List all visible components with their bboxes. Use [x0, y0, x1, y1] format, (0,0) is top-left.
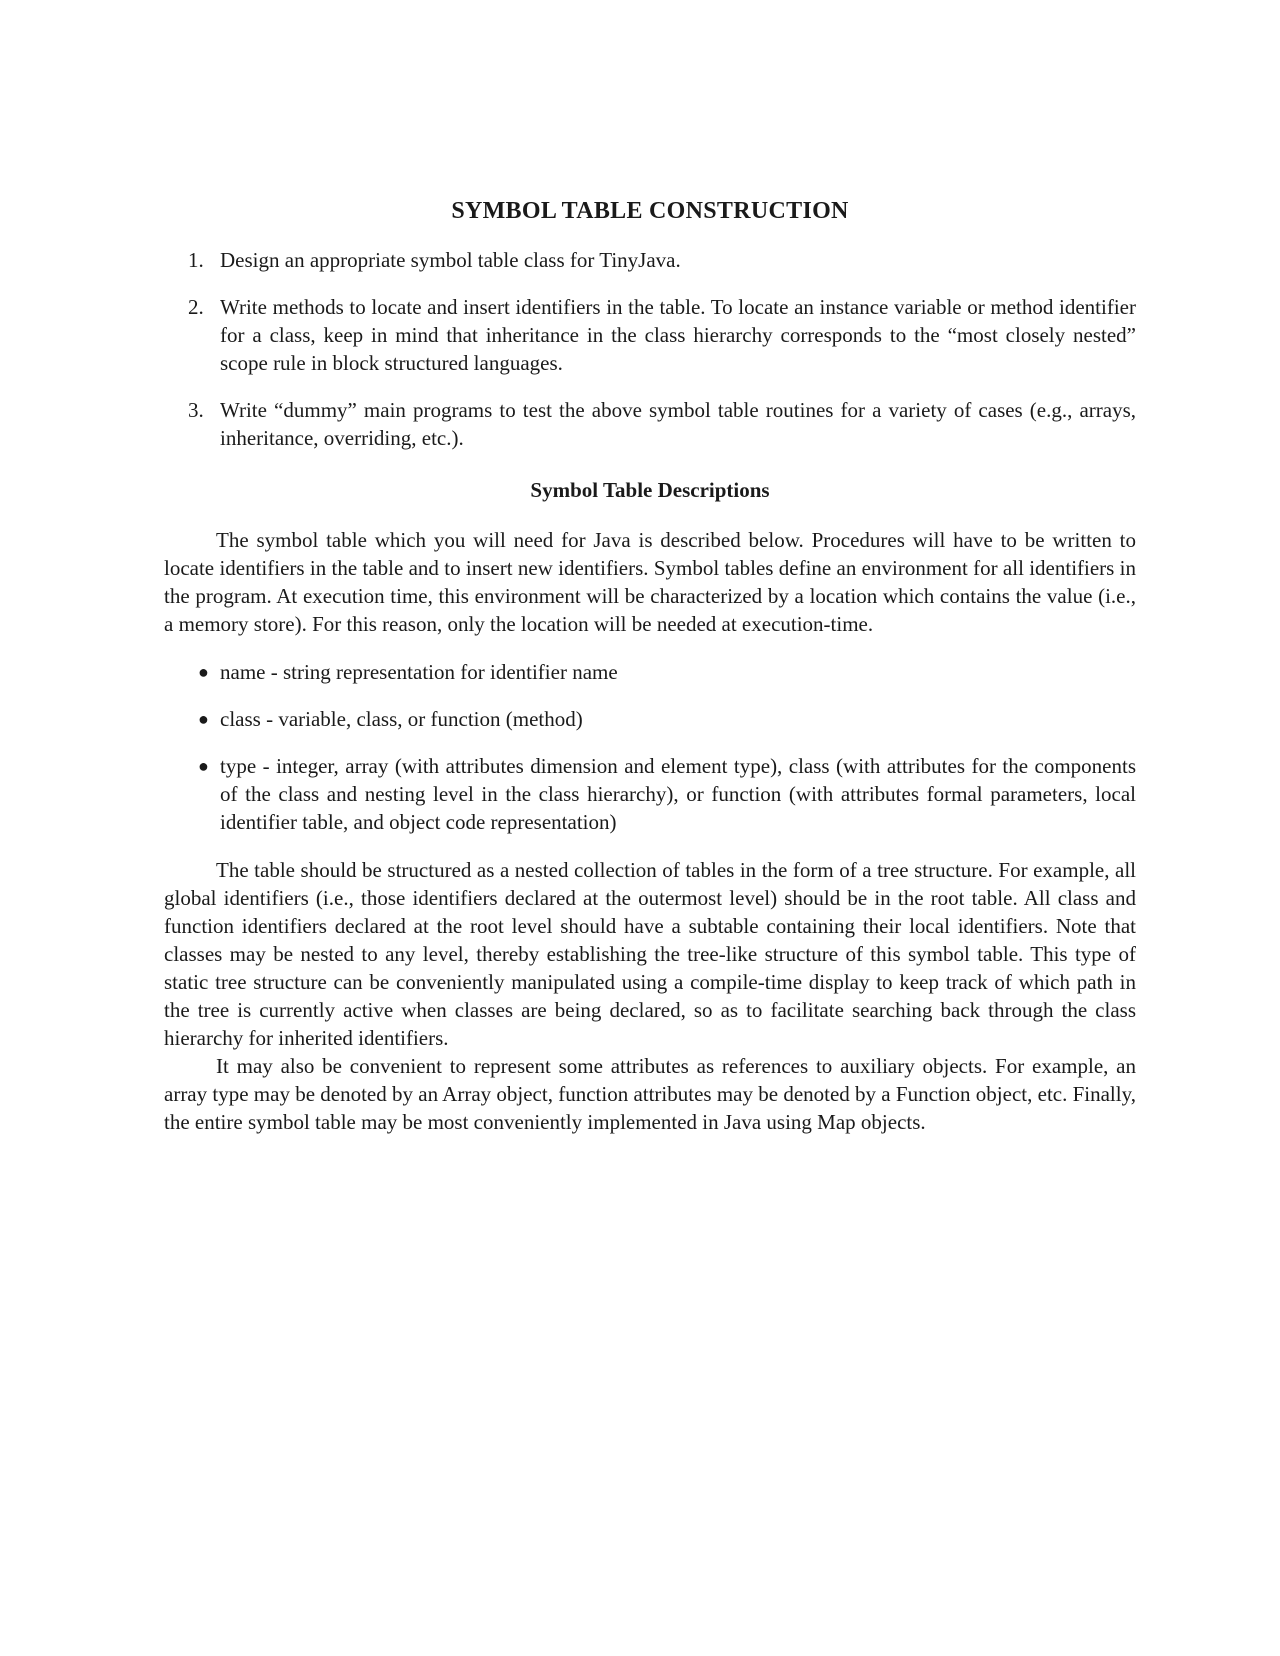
task-list: [164, 246, 1136, 452]
auxiliary-paragraph: It may also be convenient to represent some attributes as references to auxiliary objects. For example, an array type may be denoted by an Array object, function attributes may be denoted by a Function object, etc. Finally, the entire symbol table may be most conveniently implemented in Java using Map objects.: [164, 1054, 1136, 1134]
section-heading: Symbol Table Descriptions: [530, 478, 770, 502]
bullet-icon: ●: [198, 709, 209, 729]
page-title: SYMBOL TABLE CONSTRUCTION: [451, 198, 849, 224]
attribute-text: class - variable, class, or function (method): [220, 707, 583, 731]
attribute-text: name - string representation for identifier name: [220, 660, 618, 684]
task-text: Write “dummy” main programs to test the above symbol table routines for a variety of cases (e.g., arrays, inheritance, overriding, etc.).: [220, 398, 1136, 450]
attribute-text: type - integer, array (with attributes dimension and element type), class (with attributes for the components of the class and nesting level in the class hierarchy), or function (with attributes formal parameters, local identifier table, and object code representation): [220, 754, 1136, 834]
document-page: [164, 196, 1136, 1136]
bullet-icon: ●: [198, 662, 209, 682]
attribute-item: [164, 658, 1136, 686]
attribute-item: [164, 705, 1136, 733]
task-item: [164, 293, 1136, 377]
attribute-list: [164, 658, 1136, 836]
task-text: Design an appropriate symbol table class for TinyJava.: [220, 248, 681, 272]
task-number: 1.: [188, 248, 204, 272]
task-number: 2.: [188, 295, 204, 319]
bullet-icon: ●: [198, 756, 209, 776]
structure-paragraph: The table should be structured as a nested collection of tables in the form of a tree structure. For example, all global identifiers (i.e., those identifiers declared at the outermost level) should be in the root table. All class and function identifiers declared at the root level should have a subtable containing their local identifiers. Note that classes may be nested to any level, thereby establishing the tree-like structure of this symbol table. This type of static tree structure can be conveniently manipulated using a compile-time display to keep track of which path in the tree is currently active when classes are being declared, so as to facilitate searching back through the class hierarchy for inherited identifiers.: [164, 858, 1136, 1050]
task-item: [164, 246, 1136, 274]
task-number: 3.: [188, 398, 204, 422]
task-item: [164, 396, 1136, 452]
attribute-item: [164, 752, 1136, 836]
task-text: Write methods to locate and insert identifiers in the table. To locate an instance variable or method identifier for a class, keep in mind that inheritance in the class hierarchy corresponds to the “most closely nested” scope rule in block structured languages.: [220, 295, 1136, 375]
intro-paragraph: The symbol table which you will need for Java is described below. Procedures will have to be written to locate identifiers in the table and to insert new identifiers. Symbol tables define an environment for all identifiers in the program. At execution time, this environment will be characterized by a location which contains the value (i.e., a memory store). For this reason, only the location will be needed at execution-time.: [164, 528, 1136, 636]
